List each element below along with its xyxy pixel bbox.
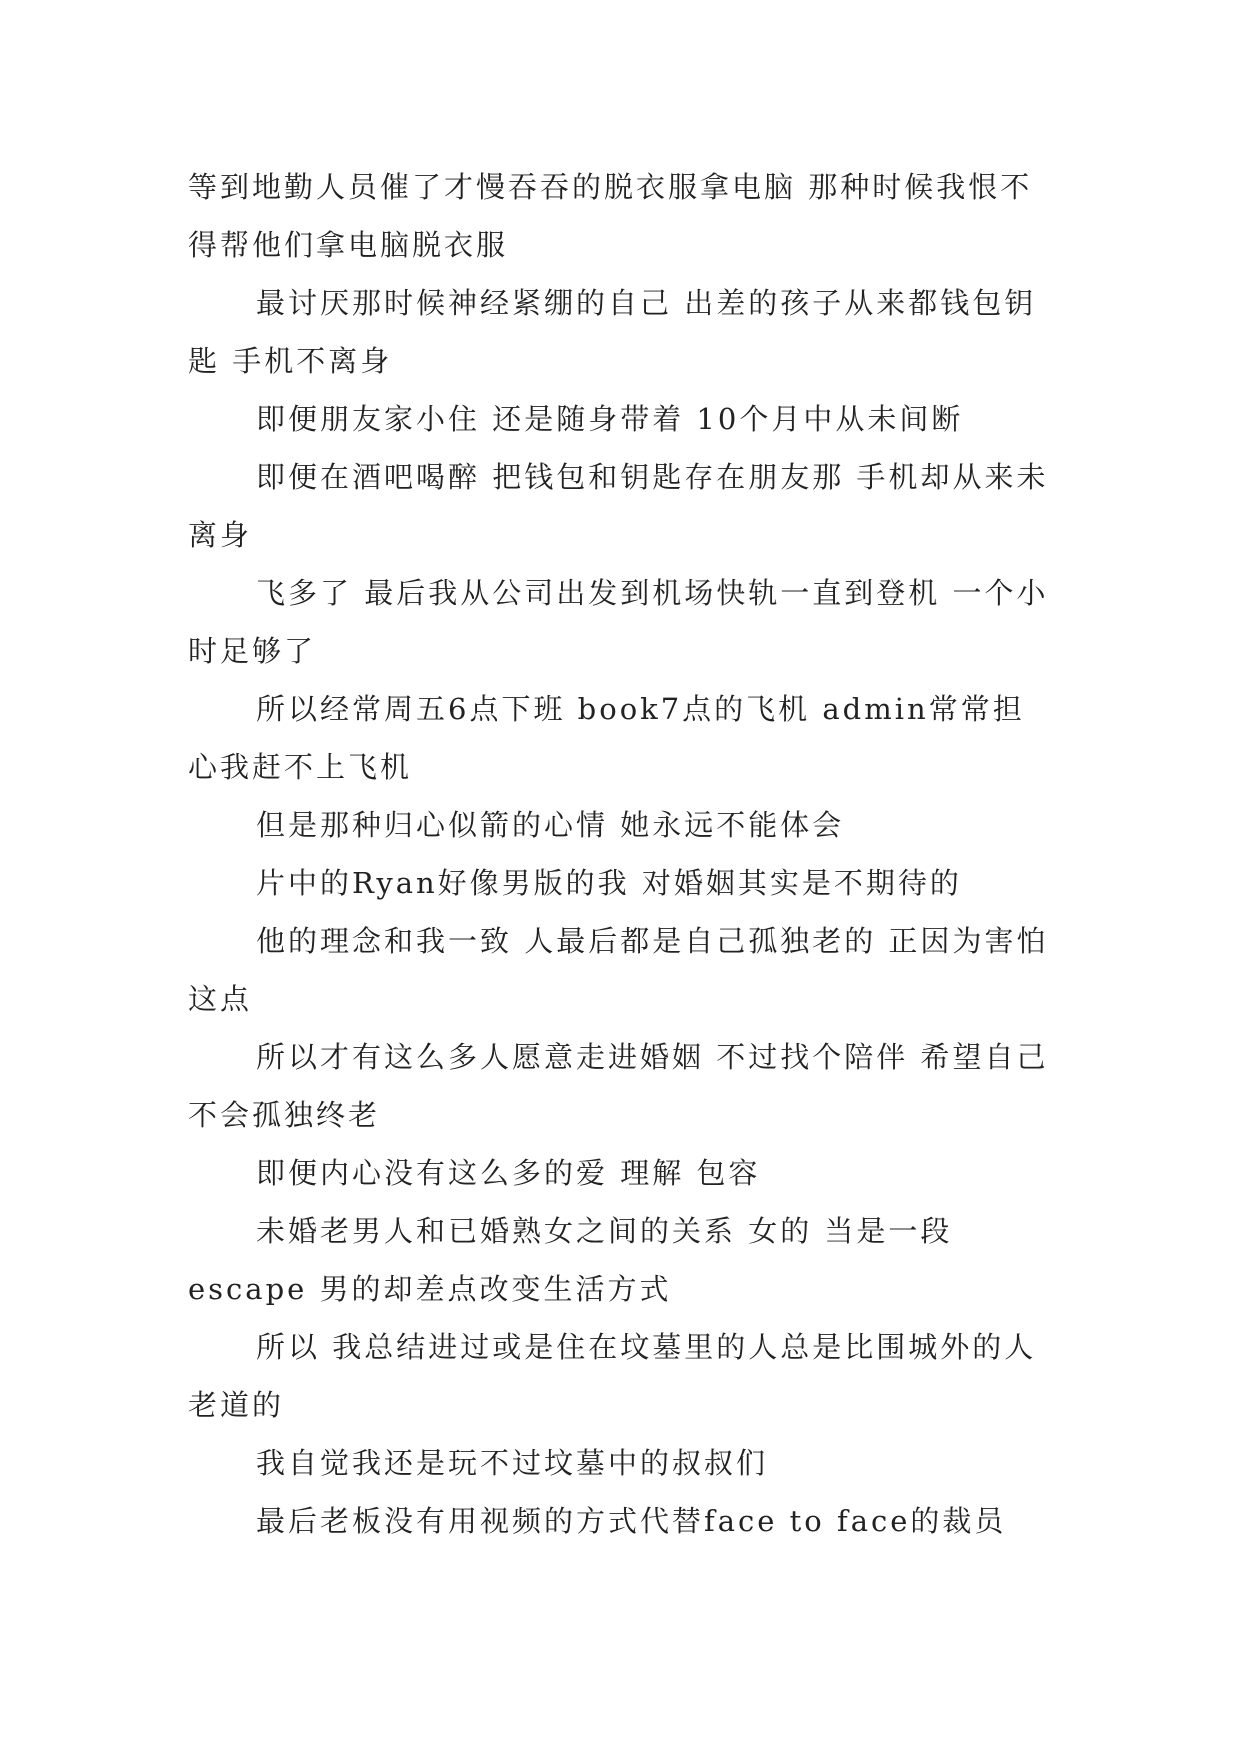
paragraph-11: 即便内心没有这么多的爱 理解 包容 [256,1156,761,1190]
paragraph-9: 他的理念和我一致 人最后都是自己孤独老的 正因为害怕这点 [188,924,1049,1016]
paragraph-2: 最讨厌那时候神经紧绷的自己 出差的孩子从来都钱包钥匙 手机不离身 [188,286,1037,378]
paragraph-15: 最后老板没有用视频的方式代替face to face的裁员 [256,1504,1007,1538]
paragraph-1: 等到地勤人员催了才慢吞吞的脱衣服拿电脑 那种时候我恨不得帮他们拿电脑脱衣服 [188,170,1033,262]
paragraph-3: 即便朋友家小住 还是随身带着 10个月中从未间断 [256,402,964,436]
document-body [188,158,1050,1550]
paragraph-6: 所以经常周五6点下班 book7点的飞机 admin常常担心我赶不上飞机 [188,692,1025,784]
paragraph-13: 所以 我总结进过或是住在坟墓里的人总是比围城外的人老道的 [188,1330,1037,1422]
paragraph-7: 但是那种归心似箭的心情 她永远不能体会 [256,808,845,842]
paragraph-8: 片中的Ryan好像男版的我 对婚姻其实是不期待的 [256,866,962,900]
paragraph-10: 所以才有这么多人愿意走进婚姻 不过找个陪伴 希望自己不会孤独终老 [188,1040,1049,1132]
paragraph-14: 我自觉我还是玩不过坟墓中的叔叔们 [256,1446,769,1480]
paragraph-4: 即便在酒吧喝醉 把钱包和钥匙存在朋友那 手机却从来未离身 [188,460,1049,552]
paragraph-12: 未婚老男人和已婚熟女之间的关系 女的 当是一段escape 男的却差点改变生活方式 [188,1214,953,1306]
paragraph-5: 飞多了 最后我从公司出发到机场快轨一直到登机 一个小时足够了 [188,576,1049,668]
